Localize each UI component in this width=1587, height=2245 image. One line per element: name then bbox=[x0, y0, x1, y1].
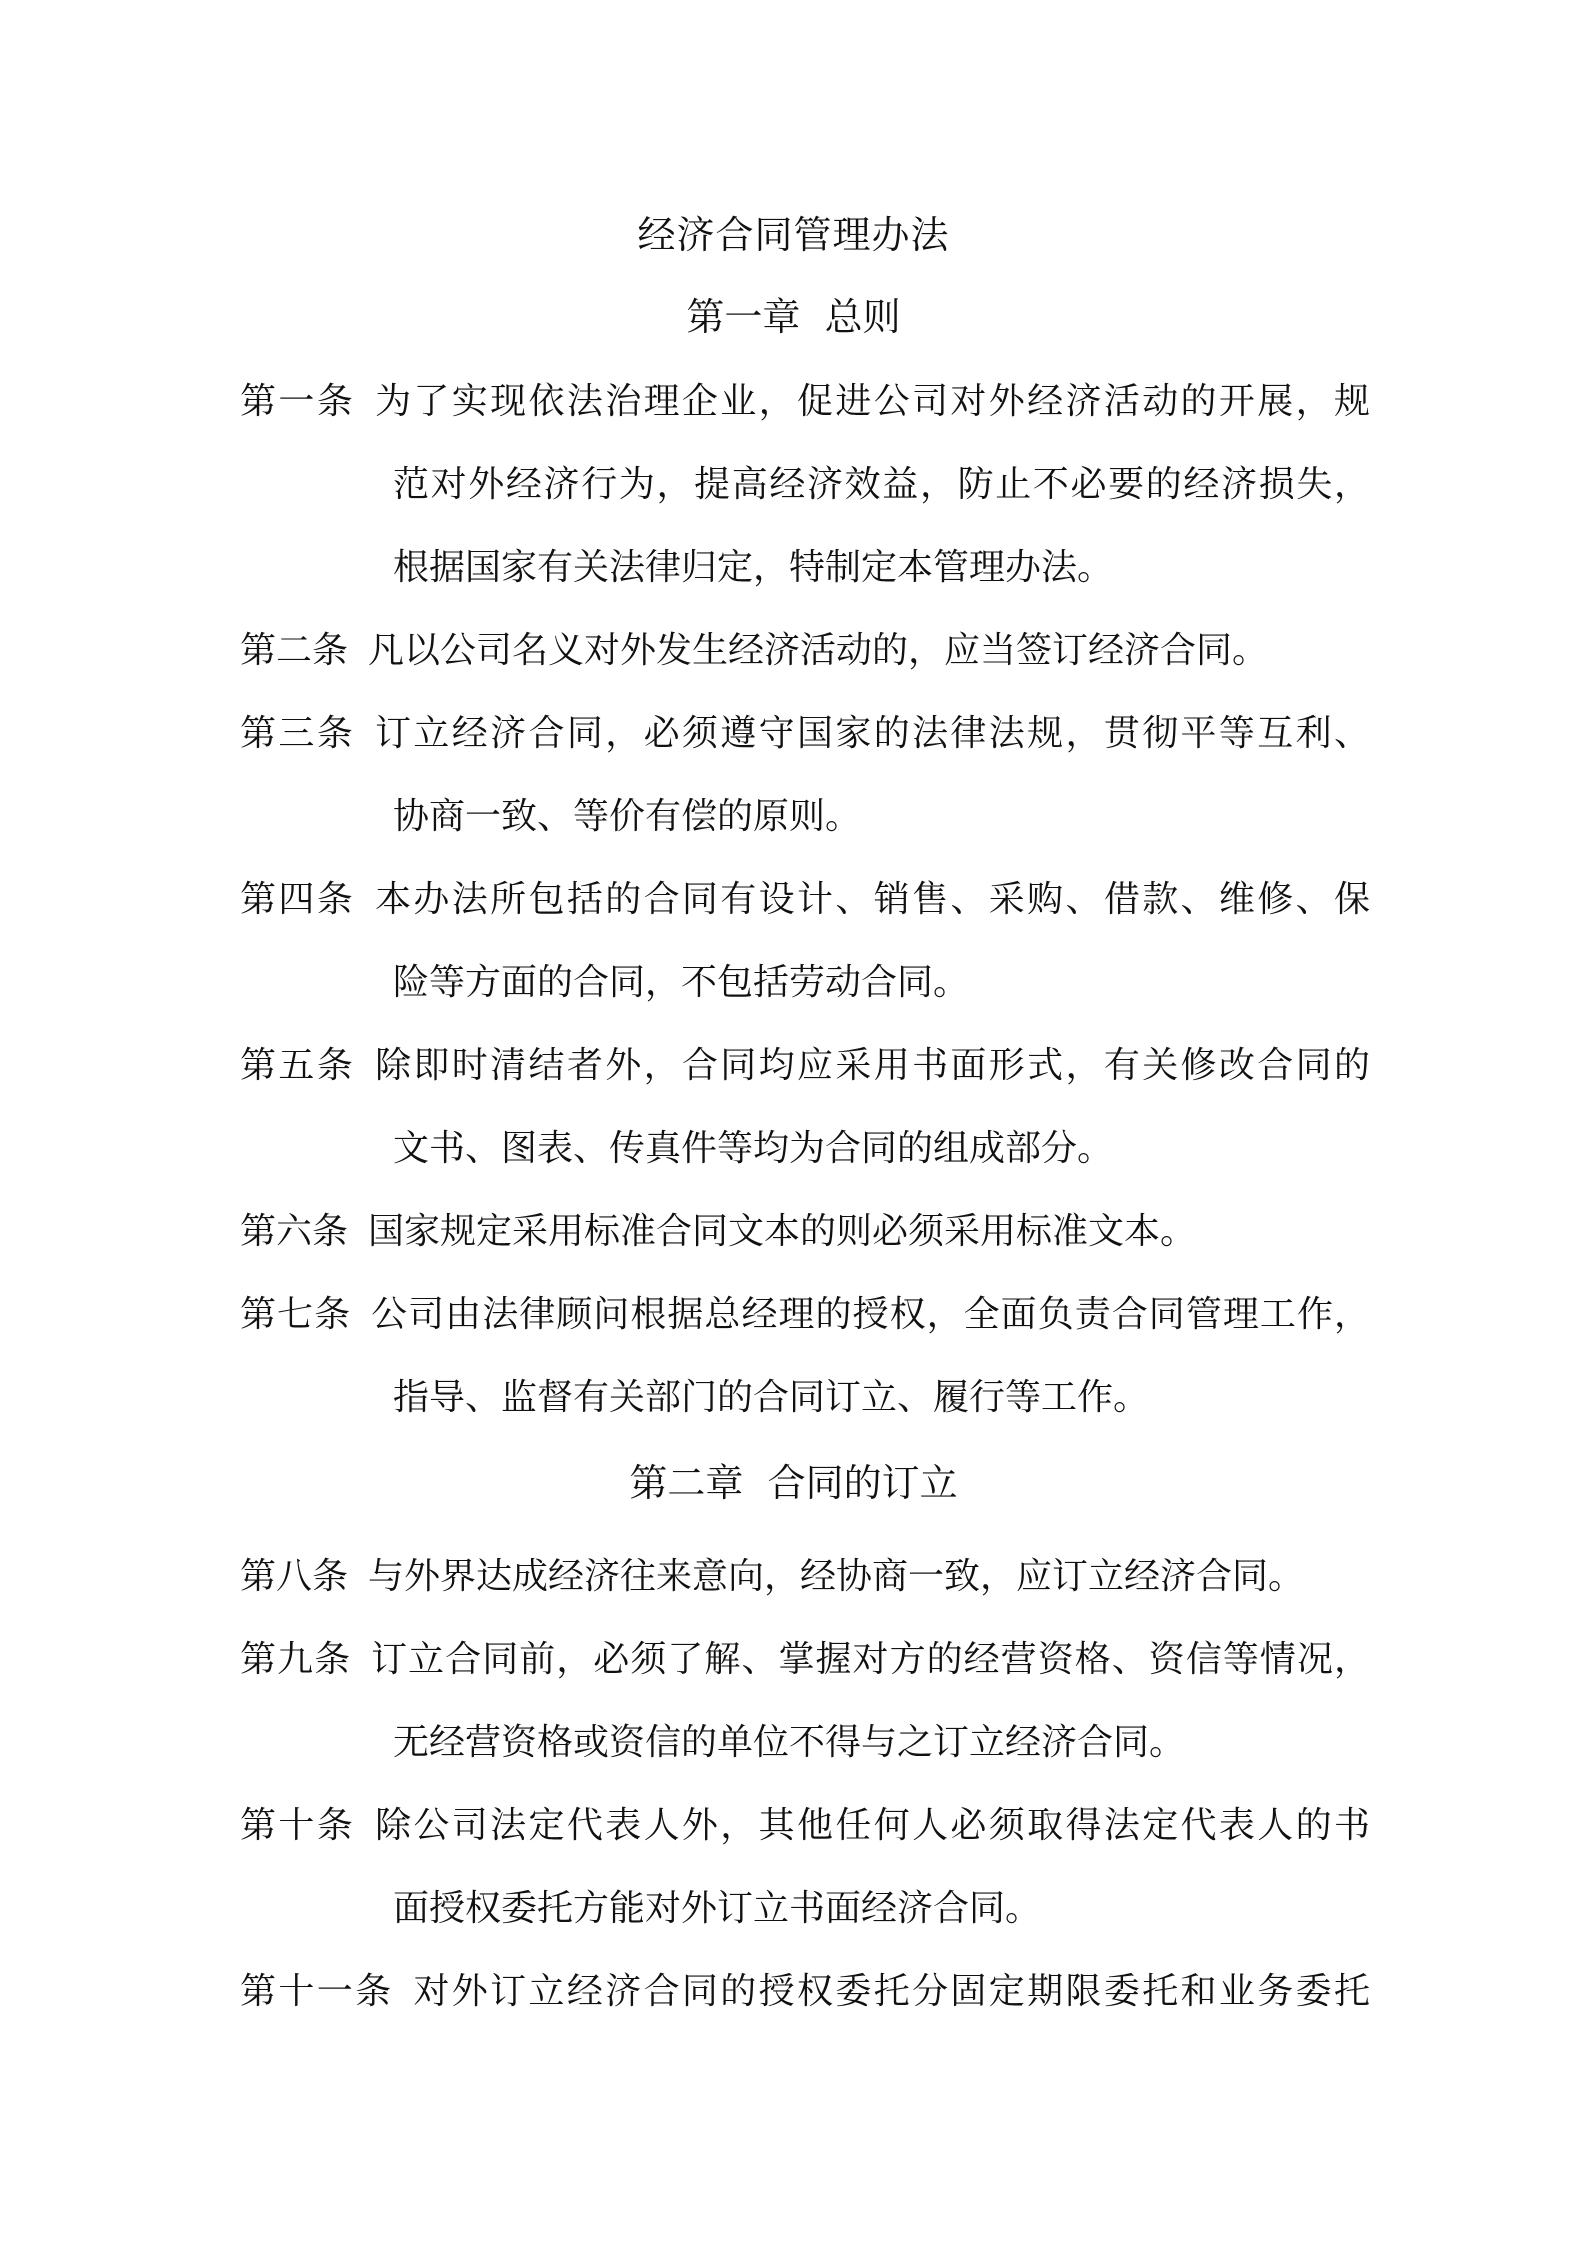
article-text: 公司由法律顾问根据总经理的授权，全面负责合同管理工作， bbox=[371, 1294, 1370, 1335]
article-number: 第二条 bbox=[240, 630, 349, 671]
article-line: 无经营资格或资信的单位不得与之订立经济合同。 bbox=[393, 1722, 1186, 1763]
article-number: 第八条 bbox=[240, 1556, 349, 1597]
article-line bbox=[240, 1190, 1370, 1273]
article-line bbox=[240, 1024, 1370, 1107]
article-number: 第四条 bbox=[240, 879, 356, 920]
article-line bbox=[240, 1535, 1370, 1618]
article bbox=[240, 1784, 1370, 1950]
article-text: 与外界达成经济往来意向，经协商一致，应订立经济合同。 bbox=[368, 1556, 1305, 1597]
article-line: 文书、图表、传真件等均为合同的组成部分。 bbox=[393, 1128, 1114, 1169]
article-text: 本办法所包括的合同有设计、销售、采购、借款、维修、保 bbox=[375, 879, 1370, 920]
article-line bbox=[240, 1273, 1370, 1356]
article bbox=[240, 1618, 1370, 1784]
article-line bbox=[240, 1618, 1370, 1701]
document-title: 经济合同管理办法 bbox=[637, 213, 950, 257]
article-number: 第九条 bbox=[240, 1639, 352, 1680]
article-number: 第十一条 bbox=[240, 1971, 394, 2012]
chapter-heading: 第一章 总则 bbox=[686, 295, 901, 339]
article-number: 第一条 bbox=[240, 381, 356, 422]
article bbox=[240, 858, 1370, 1024]
article-text: 对外订立经济合同的授权委托分固定期限委托和业务委托 bbox=[413, 1971, 1370, 2012]
chapter-heading: 第二章 合同的订立 bbox=[629, 1461, 958, 1505]
article bbox=[240, 1535, 1370, 1618]
article-line bbox=[240, 858, 1370, 941]
article bbox=[240, 1190, 1370, 1273]
article-line: 险等方面的合同，不包括劳动合同。 bbox=[393, 962, 970, 1003]
article-number: 第七条 bbox=[240, 1294, 352, 1335]
article bbox=[240, 1273, 1370, 1439]
article-line: 协商一致、等价有偿的原则。 bbox=[393, 796, 862, 837]
article-line: 指导、监督有关部门的合同订立、履行等工作。 bbox=[393, 1377, 1150, 1418]
article bbox=[240, 609, 1370, 692]
article-text: 订立合同前，必须了解、掌握对方的经营资格、资信等情况， bbox=[371, 1639, 1370, 1680]
article bbox=[240, 1024, 1370, 1190]
article bbox=[240, 360, 1370, 609]
article-line: 范对外经济行为，提高经济效益，防止不必要的经济损失， bbox=[393, 464, 1370, 505]
article-line: 面授权委托方能对外订立书面经济合同。 bbox=[393, 1888, 1042, 1929]
article-line bbox=[240, 360, 1370, 443]
article-number: 第五条 bbox=[240, 1045, 356, 1086]
article-number: 第十条 bbox=[240, 1805, 356, 1846]
article-number: 第三条 bbox=[240, 713, 356, 754]
article-line: 根据国家有关法律归定，特制定本管理办法。 bbox=[393, 547, 1114, 588]
article-line bbox=[240, 1784, 1370, 1867]
article-number: 第六条 bbox=[240, 1211, 349, 1252]
article-text: 国家规定采用标准合同文本的则必须采用标准文本。 bbox=[368, 1211, 1197, 1252]
article-text: 凡以公司名义对外发生经济活动的，应当签订经济合同。 bbox=[368, 630, 1269, 671]
article bbox=[240, 692, 1370, 858]
article-text: 除公司法定代表人外，其他任何人必须取得法定代表人的书 bbox=[375, 1805, 1370, 1846]
article-line bbox=[240, 1950, 1370, 2033]
article-text: 为了实现依法治理企业，促进公司对外经济活动的开展，规 bbox=[375, 381, 1370, 422]
article-text: 订立经济合同，必须遵守国家的法律法规，贯彻平等互利、 bbox=[375, 713, 1370, 754]
article-text: 除即时清结者外，合同均应采用书面形式，有关修改合同的 bbox=[375, 1045, 1370, 1086]
article bbox=[240, 1950, 1370, 2033]
article-line bbox=[240, 692, 1370, 775]
article-line bbox=[240, 609, 1370, 692]
